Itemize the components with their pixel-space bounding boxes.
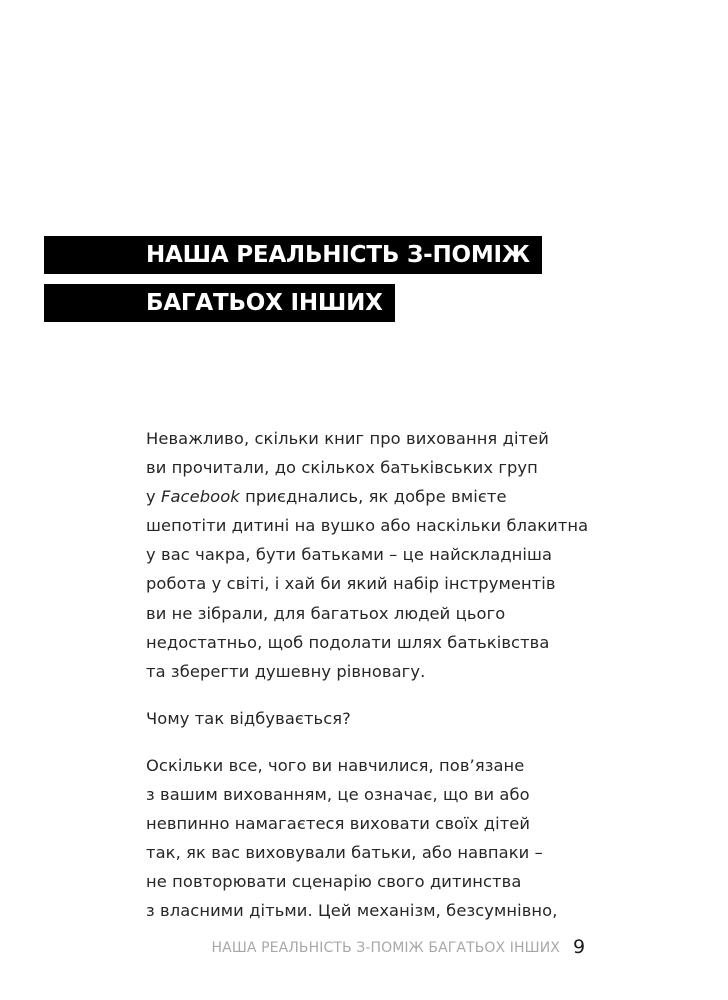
chapter-title-line-2: БАГАТЬОХ ІНШИХ: [44, 284, 395, 322]
facebook-mention: Facebook: [161, 487, 240, 507]
paragraph-1: [146, 424, 589, 686]
paragraph-1-line-4: шепотіти дитині на вушко або наскільки блакитна: [146, 516, 589, 536]
paragraph-1-line-7: ви не зібрали, для багатьох людей цього: [146, 603, 506, 623]
paragraph-1-line-6: робота у світі, і хай би який набір інструментів: [146, 574, 556, 594]
paragraph-1-line-3: [146, 482, 586, 511]
paragraph-3-line-3: невпинно намагаєтеся виховати своїх дітей: [146, 814, 531, 834]
paragraph-1-line-8: недостатньо, щоб подолати шлях батьківства: [146, 632, 550, 652]
paragraph-3-line-4: так, як вас виховували батьки, або навпаки –: [146, 843, 543, 863]
paragraph-3-line-5: не повторювати сценарію свого дитинства: [146, 872, 522, 892]
paragraph-spacer: [146, 733, 586, 751]
running-head: НАША РЕАЛЬНІСТЬ З-ПОМІЖ БАГАТЬОХ ІНШИХ: [211, 940, 560, 956]
paragraph-1-line-1: Неважливо, скільки книг про виховання дітей: [146, 429, 549, 448]
page-number: 9: [573, 936, 586, 958]
paragraph-1-line-2: ви прочитали, до скількох батьківських груп: [146, 458, 538, 478]
paragraph-3-line-2: з вашим вихованням, це означає, що ви або: [146, 785, 530, 805]
chapter-title-line-1: НАША РЕАЛЬНІСТЬ З-ПОМІЖ: [44, 236, 542, 274]
paragraph-3-line-1: Оскільки все, чого ви навчилися, пов’язане: [146, 755, 525, 775]
paragraph-spacer: [146, 686, 586, 704]
paragraph-2-line-1: Чому так відбувається?: [146, 708, 351, 728]
paragraph-3: [146, 751, 586, 926]
paragraph-2: [146, 704, 586, 733]
page-footer: [0, 936, 728, 966]
paragraph-1-line-3-post: приєднались, як добре вмієте: [239, 487, 507, 507]
paragraph-1-line-3-pre: у: [146, 487, 162, 507]
paragraph-3-line-6: з власними дітьми. Цей механізм, безсумнівно,: [146, 901, 558, 921]
chapter-title: [44, 236, 542, 332]
paragraph-1-line-5: у вас чакра, бути батьками – це найскладніша: [146, 545, 553, 565]
paragraph-1-line-9: та зберегти душевну рівновагу.: [146, 661, 426, 681]
body-text: [146, 424, 589, 926]
